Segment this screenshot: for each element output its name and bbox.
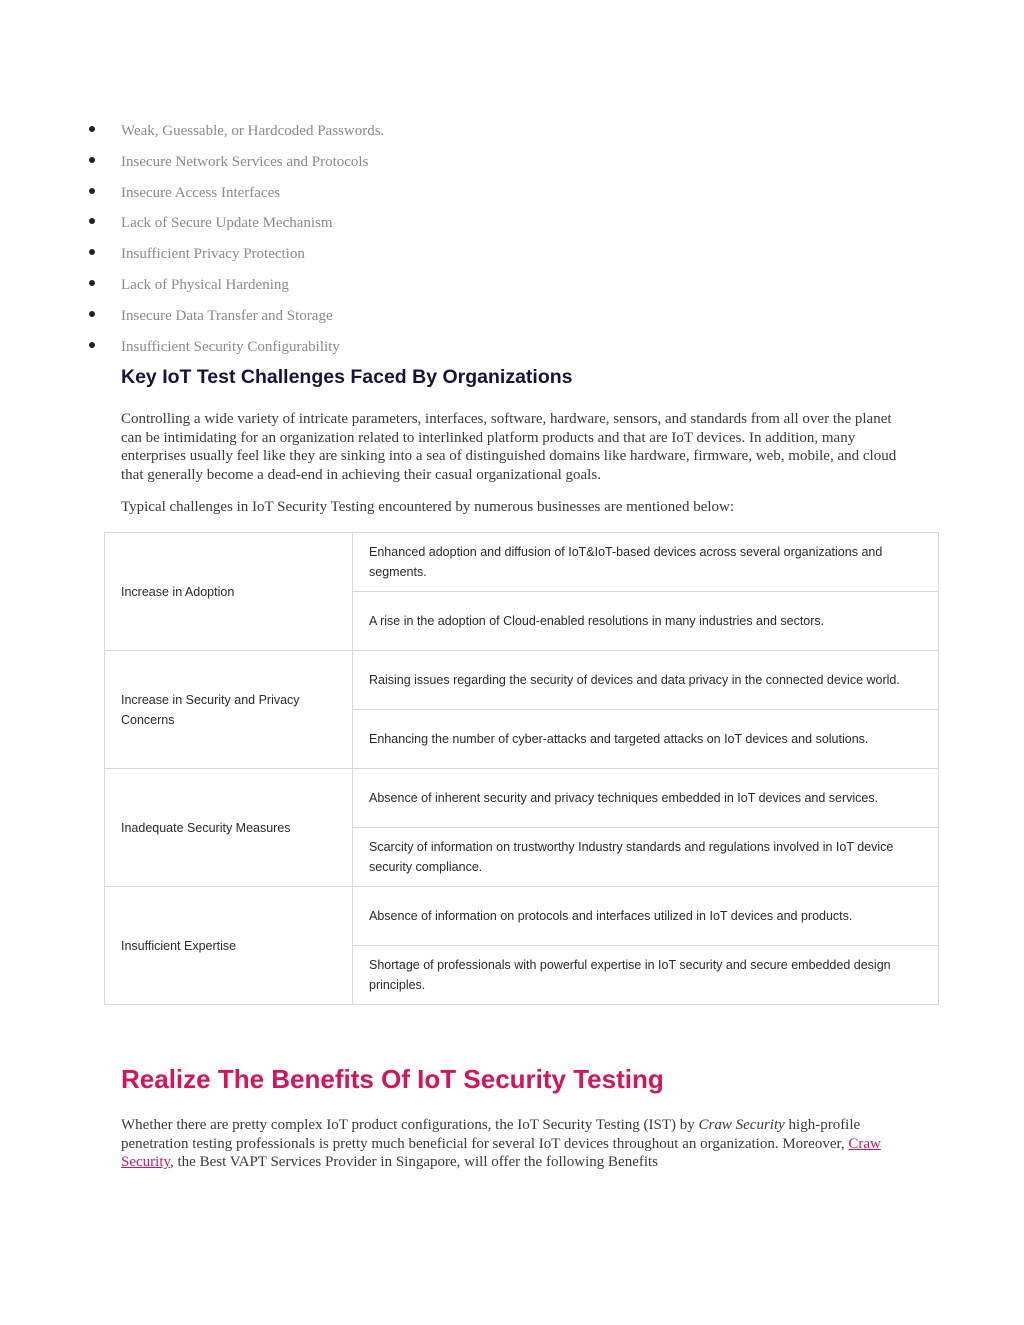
list-item-text: Insecure Data Transfer and Storage bbox=[121, 307, 333, 324]
challenge-category: Increase in Adoption bbox=[105, 533, 353, 651]
table-row bbox=[105, 887, 939, 946]
list-item bbox=[0, 180, 1024, 211]
bullet-dot-icon bbox=[89, 249, 95, 255]
list-item bbox=[0, 149, 1024, 180]
challenge-description: Enhanced adoption and diffusion of IoT&IoT-based devices across several organizations and segments. bbox=[353, 533, 939, 592]
list-item-text: Insufficient Security Configurability bbox=[121, 338, 340, 355]
vulnerability-list bbox=[0, 118, 1024, 364]
list-item-text: Insecure Network Services and Protocols bbox=[121, 153, 369, 170]
list-item bbox=[0, 210, 1024, 241]
benefits-text-part1: Whether there are pretty complex IoT product configurations, the IoT Security Testing (IST) by bbox=[121, 1117, 699, 1133]
challenges-table bbox=[104, 532, 939, 1005]
benefits-heading: Realize The Benefits Of IoT Security Testing bbox=[121, 1064, 664, 1094]
benefits-text-part2: high-profile penetration testing professionals is pretty much beneficial for several IoT devices throughout an organization. Moreover, bbox=[121, 1117, 861, 1152]
bullet-dot-icon bbox=[89, 188, 95, 194]
challenge-description: Shortage of professionals with powerful expertise in IoT security and secure embedded design principles. bbox=[353, 946, 939, 1005]
challenge-category: Inadequate Security Measures bbox=[105, 769, 353, 887]
challenge-description: Absence of information on protocols and interfaces utilized in IoT devices and products. bbox=[353, 887, 939, 946]
list-item bbox=[0, 241, 1024, 272]
challenge-description: Scarcity of information on trustworthy Industry standards and regulations involved in IoT device security compliance. bbox=[353, 828, 939, 887]
bullet-dot-icon bbox=[89, 218, 95, 224]
section-heading: Key IoT Test Challenges Faced By Organizations bbox=[121, 366, 573, 388]
list-item bbox=[0, 334, 1024, 365]
bullet-dot-icon bbox=[89, 157, 95, 163]
challenge-category: Increase in Security and Privacy Concerns bbox=[105, 651, 353, 769]
challenge-category: Insufficient Expertise bbox=[105, 887, 353, 1005]
table-intro-paragraph: Typical challenges in IoT Security Testing encountered by numerous businesses are mentioned below: bbox=[121, 499, 735, 515]
challenge-description: Raising issues regarding the security of devices and data privacy in the connected device world. bbox=[353, 651, 939, 710]
list-item-text: Lack of Physical Hardening bbox=[121, 276, 289, 293]
list-item-text: Insecure Access Interfaces bbox=[121, 184, 281, 201]
craw-security-link[interactable]: Craw Security bbox=[121, 1135, 881, 1170]
benefits-text-part3: , the Best VAPT Services Provider in Singapore, will offer the following Benefits bbox=[170, 1154, 659, 1170]
table-row bbox=[105, 769, 939, 828]
bullet-dot-icon bbox=[89, 126, 95, 132]
bullet-dot-icon bbox=[89, 342, 95, 348]
list-item-text: Insufficient Privacy Protection bbox=[121, 246, 305, 263]
list-item bbox=[0, 272, 1024, 303]
challenge-description: Enhancing the number of cyber-attacks and targeted attacks on IoT devices and solutions. bbox=[353, 710, 939, 769]
list-item-text: Weak, Guessable, or Hardcoded Passwords. bbox=[121, 123, 385, 139]
benefits-paragraph bbox=[121, 1116, 901, 1172]
brand-name-italic: Craw Security bbox=[698, 1117, 785, 1133]
list-item bbox=[0, 303, 1024, 334]
list-item-text: Lack of Secure Update Mechanism bbox=[121, 215, 333, 232]
list-item bbox=[0, 118, 1024, 149]
bullet-dot-icon bbox=[89, 311, 95, 317]
bullet-dot-icon bbox=[89, 280, 95, 286]
table-row bbox=[105, 651, 939, 710]
challenge-description: A rise in the adoption of Cloud-enabled resolutions in many industries and sectors. bbox=[353, 592, 939, 651]
table-row bbox=[105, 533, 939, 592]
challenge-description: Absence of inherent security and privacy techniques embedded in IoT devices and services. bbox=[353, 769, 939, 828]
intro-paragraph: Controlling a wide variety of intricate parameters, interfaces, software, hardware, sensors, and standards from all over the planet can be intimidating for an organization related to interlinked platform products and that are IoT devices. In addition, many enterprises usually feel like they are sinking into a sea of distinguished domains like hardware, firmware, web, mobile, and cloud that generally become a dead-end in achieving their casual organizational goals. bbox=[121, 411, 897, 483]
